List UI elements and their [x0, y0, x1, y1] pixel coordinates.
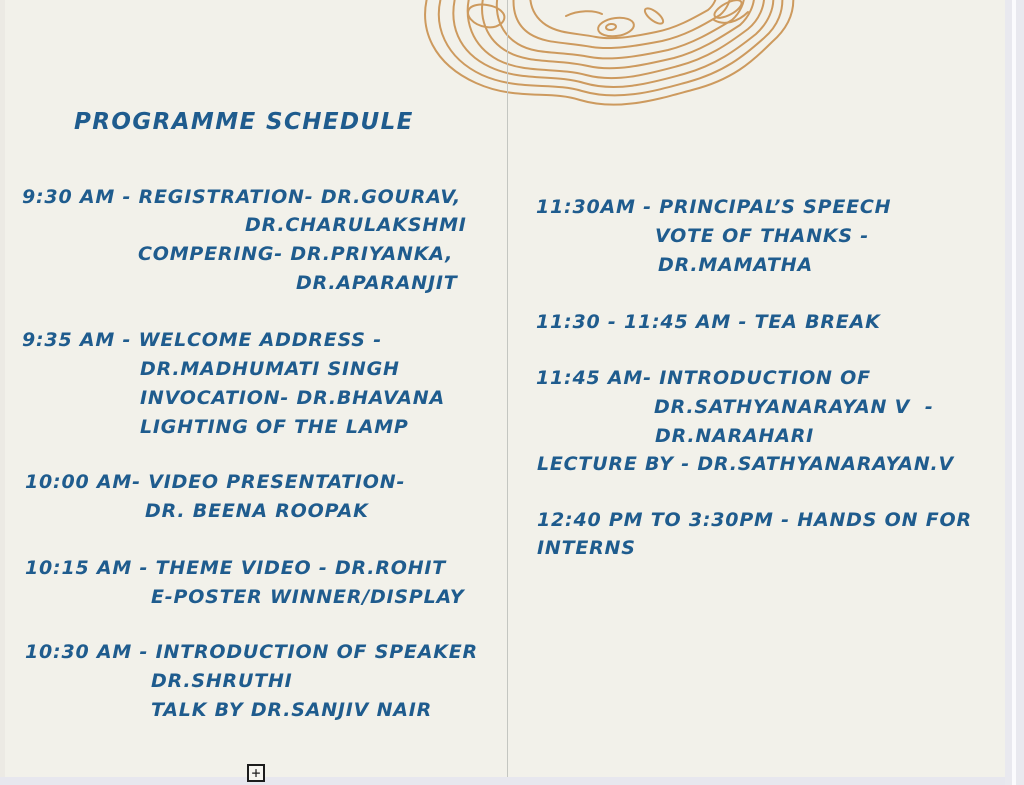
schedule-line: LIGHTING OF THE LAMP: [140, 416, 409, 438]
schedule-line: 9:30 AM - REGISTRATION- DR.GOURAV,: [22, 186, 461, 208]
bottom-chrome-bar: [0, 777, 1024, 785]
schedule-line: DR.CHARULAKSHMI: [245, 214, 467, 236]
scrollbar-thumb[interactable]: [1012, 0, 1016, 785]
schedule-line: DR.SHRUTHI: [151, 670, 293, 692]
schedule-line: E-POSTER WINNER/DISPLAY: [151, 586, 465, 608]
column-divider: [507, 0, 508, 778]
schedule-line: DR.MADHUMATI SINGH: [140, 358, 400, 380]
page-title: PROGRAMME SCHEDULE: [74, 109, 414, 135]
schedule-line: 11:45 AM- INTRODUCTION OF: [536, 367, 871, 389]
plus-icon: +: [251, 764, 261, 782]
add-button[interactable]: [247, 764, 265, 782]
schedule-line: TALK BY DR.SANJIV NAIR: [151, 699, 433, 721]
schedule-line: VOTE OF THANKS -: [655, 225, 869, 247]
schedule-line: DR.APARANJIT: [296, 272, 458, 294]
schedule-line: 12:40 PM TO 3:30PM - HANDS ON FOR: [537, 509, 972, 531]
schedule-line: DR.NARAHARI: [655, 425, 815, 447]
schedule-line: DR.MAMATHA: [658, 254, 813, 276]
topographic-contour-icon: [418, 0, 803, 106]
schedule-line: 11:30 - 11:45 AM - TEA BREAK: [536, 311, 881, 333]
schedule-line: LECTURE BY - DR.SATHYANARAYAN.V: [537, 453, 955, 475]
schedule-line: 10:30 AM - INTRODUCTION OF SPEAKER: [25, 641, 478, 663]
schedule-line: INVOCATION- DR.BHAVANA: [140, 387, 446, 409]
schedule-line: DR.SATHYANARAYAN V -: [654, 396, 934, 418]
schedule-line: 10:15 AM - THEME VIDEO - DR.ROHIT: [25, 557, 447, 579]
schedule-line: INTERNS: [537, 537, 636, 559]
page-left-edge: [0, 0, 5, 785]
schedule-line: COMPERING- DR.PRIYANKA,: [138, 243, 454, 265]
schedule-line: 9:35 AM - WELCOME ADDRESS -: [22, 329, 382, 351]
schedule-line: 11:30AM - PRINCIPAL’S SPEECH: [536, 196, 892, 218]
schedule-line: 10:00 AM- VIDEO PRESENTATION-: [25, 471, 406, 493]
schedule-line: DR. BEENA ROOPAK: [145, 500, 369, 522]
scrollbar-track[interactable]: [1005, 0, 1024, 785]
